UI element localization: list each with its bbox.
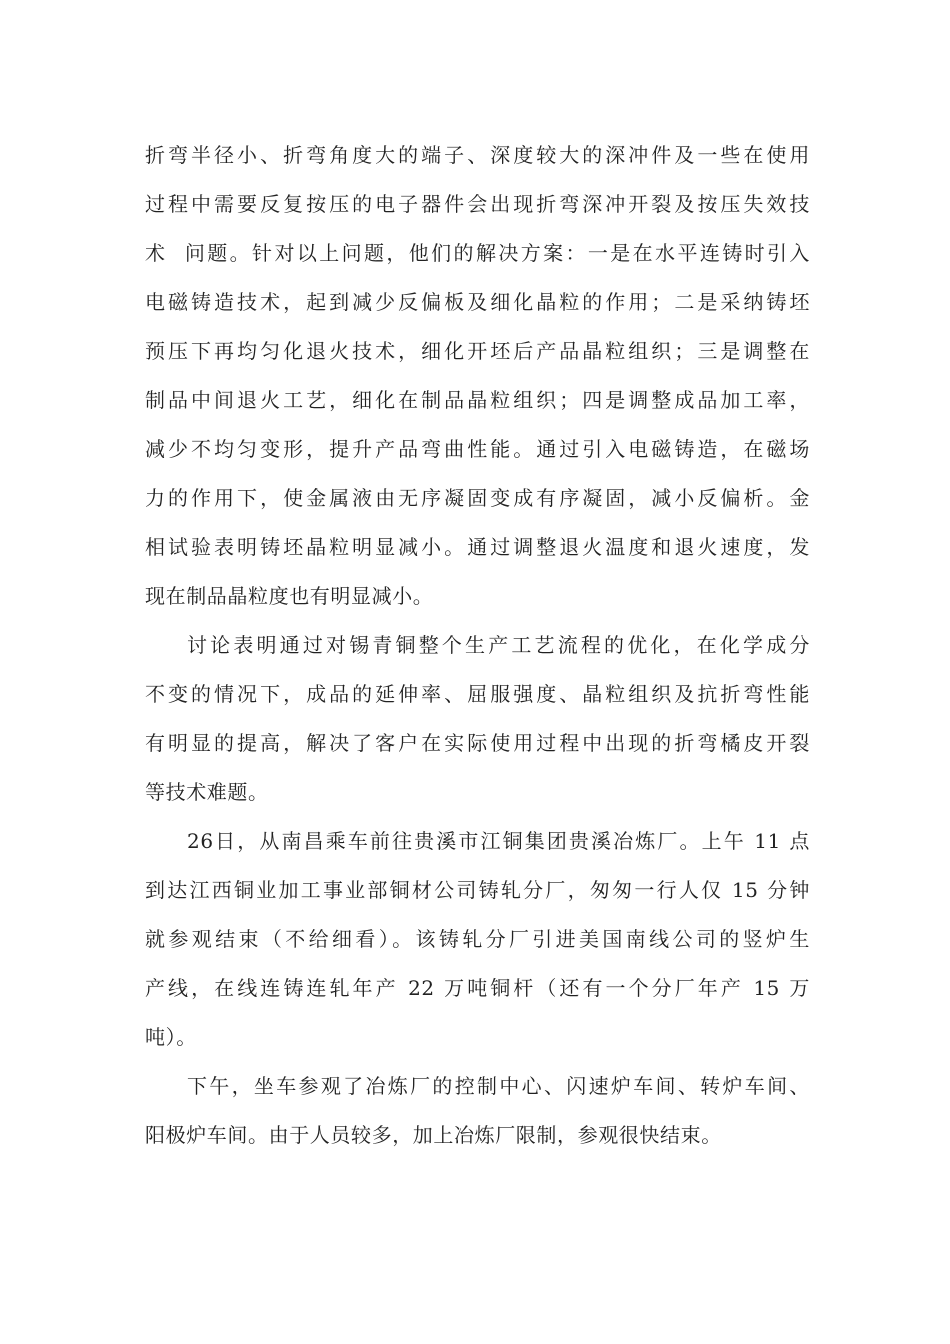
document-body bbox=[145, 131, 810, 1160]
paragraph bbox=[145, 621, 810, 817]
text-line: 折弯半径小、折弯角度大的端子、深度较大的深冲件及一些在使用 bbox=[145, 143, 810, 167]
text-line: 减少不均匀变形，提升产品弯曲性能。通过引入电磁铸造，在磁场 bbox=[145, 437, 810, 461]
paragraph bbox=[145, 131, 810, 621]
text-line: 26日，从南昌乘车前往贵溪市江铜集团贵溪冶炼厂。上午 11 点 bbox=[187, 829, 810, 853]
text-line: 电磁铸造技术，起到减少反偏板及细化晶粒的作用；二是采纳铸坯 bbox=[145, 290, 810, 314]
text-line: 相试验表明铸坯晶粒明显减小。通过调整退火温度和退火速度，发 bbox=[145, 535, 810, 559]
text-line: 阳极炉车间。由于人员较多，加上冶炼厂限制，参观很快结束。 bbox=[145, 1123, 722, 1147]
paragraph bbox=[145, 1062, 810, 1160]
text-line: 就参观结束（不给细看）。该铸轧分厂引进美国南线公司的竖炉生 bbox=[145, 927, 810, 951]
text-line: 到达江西铜业加工事业部铜材公司铸轧分厂，匆匆一行人仅 15 分钟 bbox=[145, 878, 810, 902]
text-line: 术 问题。针对以上问题，他们的解决方案：一是在水平连铸时引入 bbox=[145, 241, 810, 265]
text-line: 力的作用下，使金属液由无序凝固变成有序凝固，减小反偏析。金 bbox=[145, 486, 810, 510]
text-line: 预压下再均匀化退火技术，细化开坯后产品晶粒组织；三是调整在 bbox=[145, 339, 810, 363]
text-line: 讨论表明通过对锡青铜整个生产工艺流程的优化，在化学成分 bbox=[187, 633, 810, 657]
text-line: 过程中需要反复按压的电子器件会出现折弯深冲开裂及按压失效技 bbox=[145, 192, 810, 216]
text-line: 吨）。 bbox=[145, 1025, 197, 1049]
text-line: 产线，在线连铸连轧年产 22 万吨铜杆（还有一个分厂年产 15 万 bbox=[145, 976, 810, 1000]
text-line: 不变的情况下，成品的延伸率、屈服强度、晶粒组织及抗折弯性能 bbox=[145, 682, 810, 706]
text-line: 有明显的提高，解决了客户在实际使用过程中出现的折弯橘皮开裂 bbox=[145, 731, 810, 755]
text-line: 等技术难题。 bbox=[145, 780, 269, 804]
text-line: 下午，坐车参观了冶炼厂的控制中心、闪速炉车间、转炉车间、 bbox=[187, 1074, 810, 1098]
paragraph bbox=[145, 817, 810, 1062]
text-line: 现在制品晶粒度也有明显减小。 bbox=[145, 584, 434, 608]
text-line: 制品中间退火工艺，细化在制品晶粒组织；四是调整成品加工率， bbox=[145, 388, 810, 412]
